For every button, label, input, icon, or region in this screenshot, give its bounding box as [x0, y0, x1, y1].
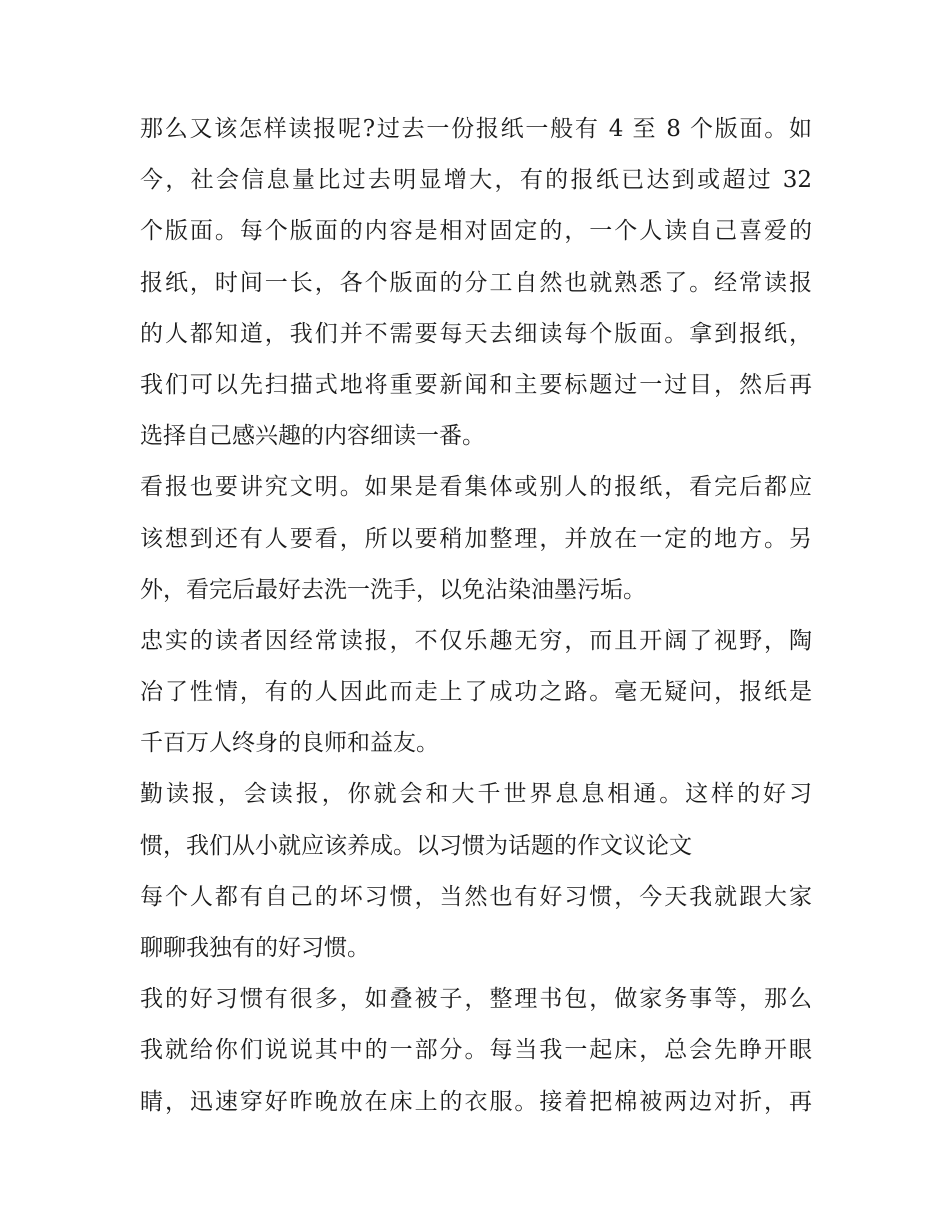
text-line: 睛，迅速穿好昨晚放在床上的衣服。接着把棉被两边对折，再	[140, 1088, 812, 1115]
text-line: 每个人都有自己的坏习惯，当然也有好习惯，今天我就跟大家	[140, 883, 812, 910]
text-line: 我的好习惯有很多，如叠被子，整理书包，做家务事等，那么	[140, 986, 812, 1013]
text-line: 选择自己感兴趣的内容细读一番。	[140, 423, 485, 450]
text-line: 今，社会信息量比过去明显增大，有的报纸已达到或超过 32	[140, 167, 812, 194]
text-line: 外，看完后最好去洗一洗手，以免沾染油墨污垢。	[140, 576, 646, 603]
text-line: 的人都知道，我们并不需要每天去细读每个版面。拿到报纸，	[140, 320, 812, 347]
text-line: 看报也要讲究文明。如果是看集体或别人的报纸，看完后都应	[140, 474, 812, 501]
text-line: 忠实的读者因经常读报，不仅乐趣无穷，而且开阔了视野，陶	[140, 627, 812, 654]
text-line: 惯，我们从小就应该养成。以习惯为话题的作文议论文	[140, 832, 692, 859]
text-line: 个版面。每个版面的内容是相对固定的，一个人读自己喜爱的	[140, 218, 812, 245]
text-line: 千百万人终身的良师和益友。	[140, 730, 439, 757]
text-line: 我就给你们说说其中的一部分。每当我一起床，总会先睁开眼	[140, 1037, 812, 1064]
text-line: 我们可以先扫描式地将重要新闻和主要标题过一过目，然后再	[140, 371, 812, 398]
body-text	[140, 104, 812, 1128]
text-line: 该想到还有人要看，所以要稍加整理，并放在一定的地方。另	[140, 525, 812, 552]
text-line: 那么又该怎样读报呢?过去一份报纸一般有 4 至 8 个版面。如	[140, 116, 812, 142]
text-line: 冶了性情，有的人因此而走上了成功之路。毫无疑问，报纸是	[140, 679, 812, 706]
text-line: 聊聊我独有的好习惯。	[140, 935, 370, 961]
text-line: 勤读报，会读报，你就会和大千世界息息相通。这样的好习	[140, 781, 812, 808]
text-line: 报纸，时间一长，各个版面的分工自然也就熟悉了。经常读报	[140, 269, 812, 296]
